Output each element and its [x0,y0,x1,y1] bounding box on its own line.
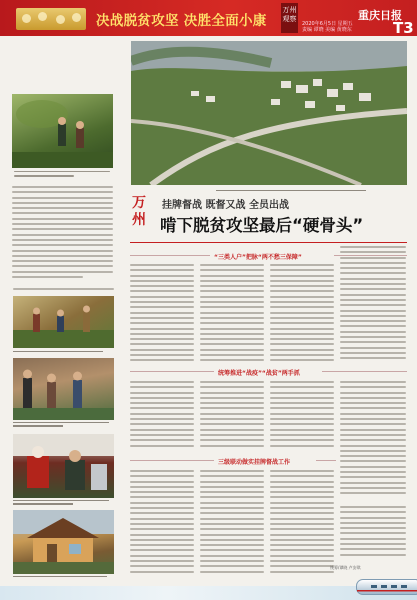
newspaper-name: 重庆日报 [358,9,402,22]
article-column [200,381,264,453]
page-number: T3 [393,19,414,37]
article-column [270,470,334,580]
caption-photo-meeting [13,420,114,427]
article-column [200,264,264,362]
article-column [130,470,194,580]
headline-title: 啃下脱贫攻坚最后“硬骨头” [160,216,364,235]
issue-date: 2020年6月5日 星期五 [302,21,353,27]
photo-villagers-meeting [13,358,114,420]
headline-subtitle: 挂牌督战 既督又战 全员出战 [162,200,289,211]
aerial-scene [131,41,407,185]
section-rule [130,371,214,372]
issue-meta [302,21,353,33]
article-column [340,246,406,362]
section-rule [322,371,407,372]
caption-photo-house [13,574,114,577]
footer-strip [0,586,417,600]
photo-meeting-figures [13,358,114,420]
caption-photo-harvest [13,349,114,352]
caption-aerial [216,187,406,191]
section-rule [130,255,210,256]
left-column-text [13,288,114,294]
campaign-slogan: 决战脱贫攻坚 决胜全面小康 [96,13,267,29]
section-heading-3: 三级联动做实挂牌督战工作 [218,459,291,466]
article-column [340,381,406,501]
article-column [130,381,194,453]
section-heading-2: 统筹推进“战疫”“战贫”两手抓 [218,370,300,377]
headline-divider [130,242,407,243]
section-rule [130,460,214,461]
photo-harvest-figures [13,296,114,348]
article-column [200,470,264,580]
photo-house-scene [13,510,114,574]
region-tag: 万州观察 [281,3,298,33]
page-header-banner [0,0,417,36]
photo-village-house [13,510,114,574]
issue-editors: 责编 谭晓 美编 黄晓东 [302,27,352,33]
article-column [130,264,194,362]
train-windows [357,581,417,595]
photo-epidemic-figures [13,434,114,498]
headline-region-mark: 万州 [132,195,146,228]
editor-credits: 统筹/谭晓 卢安琪 [330,565,361,570]
article-column [270,264,334,362]
photo-epidemic-check [13,434,114,498]
bullet-train-graphic [356,579,417,595]
article-column [340,506,406,562]
intro-paragraph [12,186,113,286]
photo-harvest [13,296,114,348]
caption-top-left [14,171,112,181]
article-column [270,381,334,453]
caption-photo-epidemic [13,498,114,505]
photo-aerial-town [131,41,407,185]
section-heading-1: “三类人户”把脉“两不愁三保障” [214,254,302,261]
header-ornament [16,8,86,30]
photo-figures [12,94,113,168]
photo-villagers-field [12,94,113,168]
section-rule [316,460,336,461]
